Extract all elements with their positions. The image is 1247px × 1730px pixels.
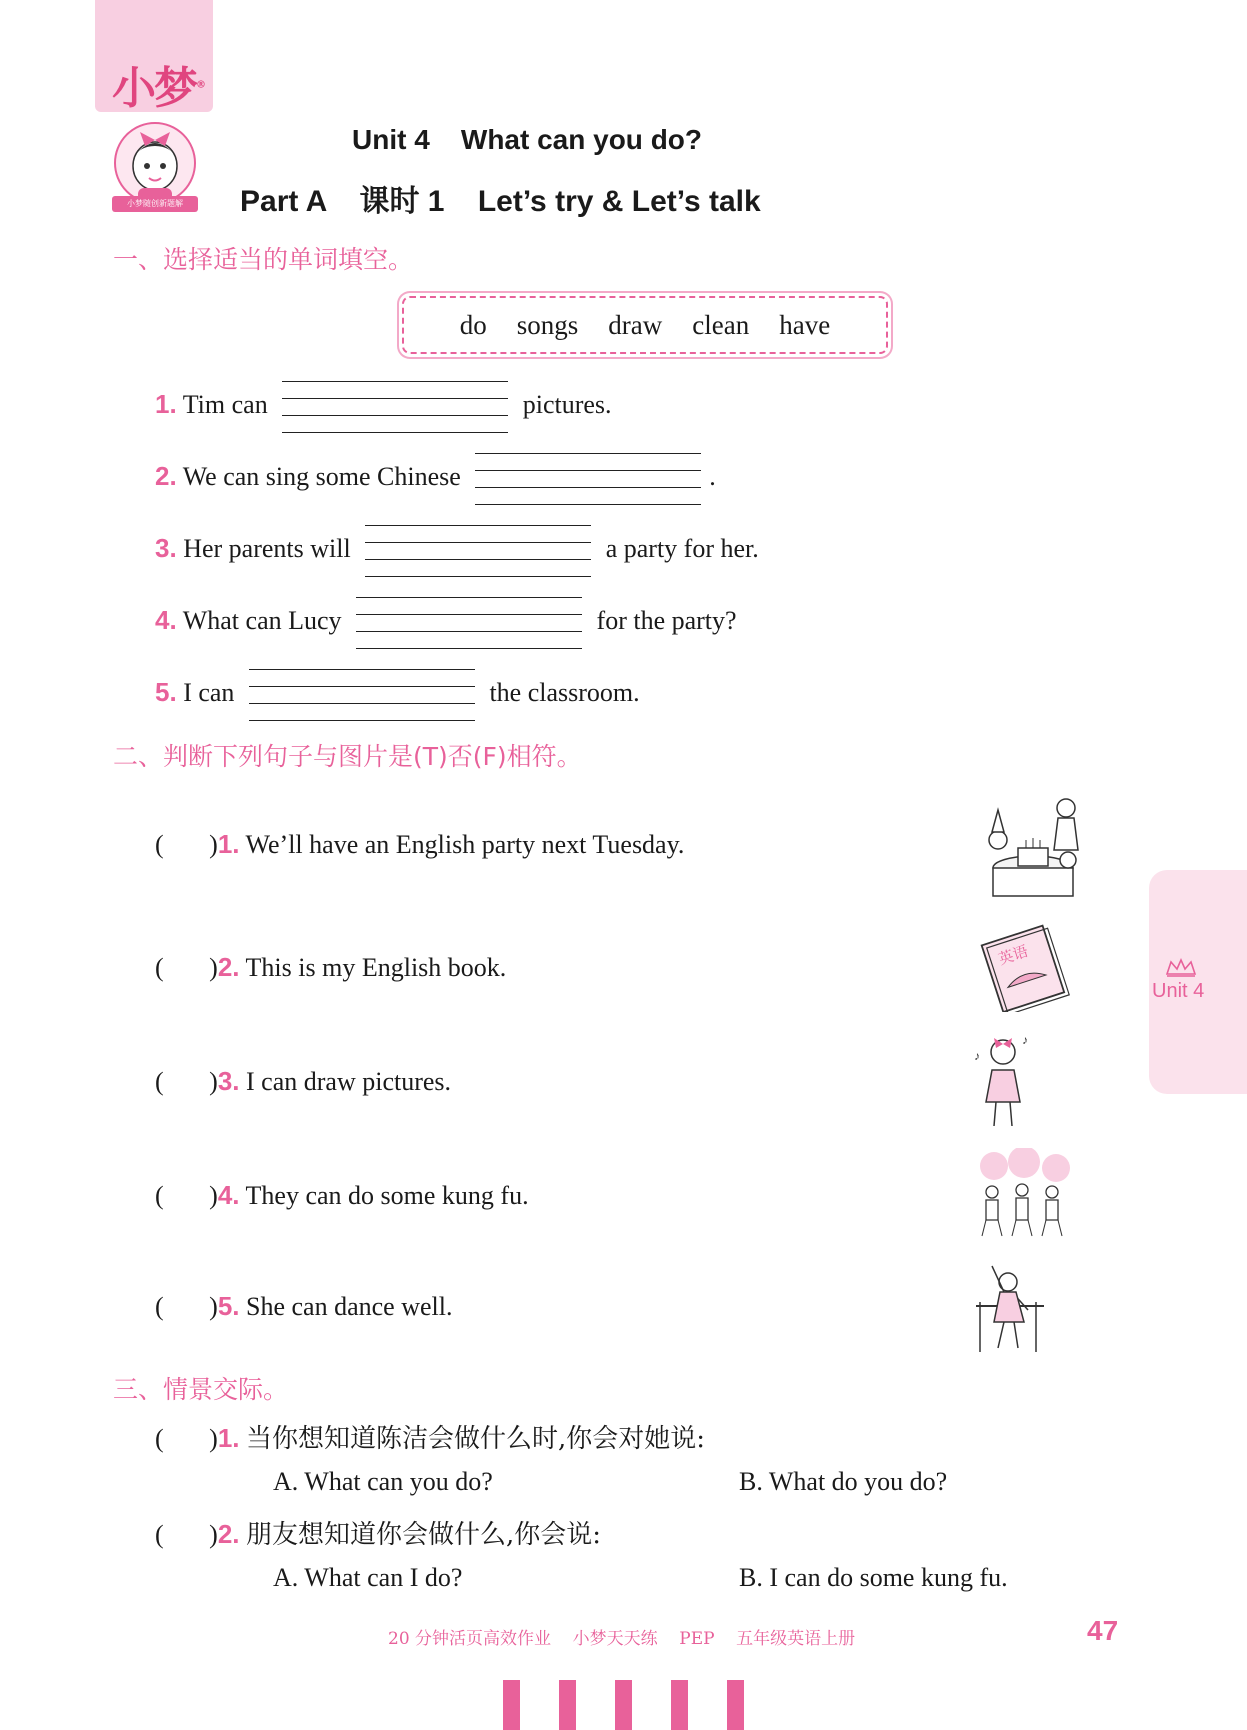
answer-parentheses[interactable]: ( )	[155, 1292, 218, 1321]
side-tab-label: Unit 4	[1152, 980, 1205, 1002]
question-text: 当你想知道陈洁会做什么时,你会对她说:	[246, 1424, 706, 1454]
brand-logo-text: 小梦	[112, 63, 196, 114]
tf-question	[155, 1066, 451, 1097]
question-text-after: for the party?	[596, 606, 737, 635]
question-number: 1.	[155, 389, 177, 419]
part-title: Part A 课时 1 Let’s try & Let’s talk	[240, 185, 761, 218]
question-text: 朋友想知道你会做什么,你会说:	[246, 1520, 602, 1550]
question-number: 1.	[217, 1423, 240, 1453]
word-bank-item: songs	[516, 309, 579, 340]
party-picture	[978, 790, 1086, 902]
question-number: 1.	[217, 829, 240, 859]
question-text-after: pictures.	[522, 390, 612, 419]
answer-parentheses[interactable]: ( )	[155, 1067, 218, 1096]
svg-text:♪: ♪	[974, 1049, 980, 1063]
answer-parentheses[interactable]: ( )	[155, 1424, 218, 1453]
print-mark	[671, 1680, 688, 1730]
footer-text: 20 分钟活页高效作业 小梦天天练 PEP 五年级英语上册	[388, 1629, 856, 1649]
answer-blank[interactable]	[249, 686, 475, 704]
fill-question	[155, 533, 759, 564]
answer-parentheses[interactable]: ( )	[155, 1520, 218, 1549]
tf-question	[155, 829, 684, 860]
question-number: 2.	[217, 1519, 240, 1549]
tf-question	[155, 1291, 452, 1322]
word-bank-item: have	[779, 309, 831, 340]
option-a[interactable]: A. What can I do?	[273, 1563, 463, 1592]
section2-heading: 二、判断下列句子与图片是(T)否(F)相符。	[113, 742, 582, 771]
question-number: 2.	[155, 461, 177, 491]
question-text: I can draw pictures.	[246, 1067, 452, 1096]
dancing-girl-picture	[974, 1262, 1046, 1354]
print-mark	[503, 1680, 520, 1730]
question-text-after: .	[709, 462, 716, 491]
fill-question	[155, 461, 716, 492]
option-a[interactable]: A. What can you do?	[273, 1467, 493, 1496]
svg-text:♪: ♪	[1022, 1033, 1028, 1047]
question-number: 2.	[217, 952, 240, 982]
word-bank	[402, 296, 888, 354]
question-text-after: the classroom.	[489, 678, 640, 707]
question-number: 3.	[155, 533, 177, 563]
print-mark	[727, 1680, 744, 1730]
mascot-banner: 小梦随创新题解	[112, 196, 198, 212]
answer-parentheses[interactable]: ( )	[155, 830, 218, 859]
question-number: 4.	[155, 605, 177, 635]
unit-title: Unit 4 What can you do?	[352, 124, 702, 155]
page-number: 47	[1087, 1615, 1119, 1646]
choice-question	[155, 1514, 601, 1551]
answer-blank[interactable]	[356, 614, 582, 632]
print-mark	[615, 1680, 632, 1730]
question-text-after: a party for her.	[605, 534, 759, 563]
option-b[interactable]: B. I can do some kung fu.	[739, 1563, 1008, 1592]
singing-girl-picture	[972, 1030, 1032, 1134]
word-bank-item: clean	[692, 309, 750, 340]
question-text-before: Her parents will	[183, 534, 351, 563]
crown-icon	[1164, 958, 1198, 978]
tf-question	[155, 952, 506, 983]
word-bank-item: draw	[608, 309, 663, 340]
question-text-before: I can	[183, 678, 235, 707]
answer-blank[interactable]	[475, 470, 701, 488]
question-number: 4.	[217, 1180, 240, 1210]
fill-question	[155, 389, 612, 420]
answer-blank[interactable]	[365, 542, 591, 560]
fill-question	[155, 605, 737, 636]
answer-blank[interactable]	[282, 398, 508, 416]
answer-parentheses[interactable]: ( )	[155, 1181, 218, 1210]
print-mark	[559, 1680, 576, 1730]
question-text: They can do some kung fu.	[245, 1181, 529, 1210]
question-text: We’ll have an English party next Tuesday.	[245, 830, 685, 859]
kung-fu-picture	[972, 1148, 1076, 1238]
section1-heading: 一、选择适当的单词填空。	[113, 245, 414, 274]
english-book-picture	[972, 920, 1072, 1012]
tf-question	[155, 1180, 529, 1211]
fill-question	[155, 677, 640, 708]
question-text-before: Tim can	[182, 390, 268, 419]
section3-heading: 三、情景交际。	[113, 1375, 289, 1404]
option-b[interactable]: B. What do you do?	[739, 1467, 948, 1496]
word-bank-item: do	[459, 309, 487, 340]
question-text-before: We can sing some Chinese	[182, 462, 461, 491]
question-text: This is my English book.	[245, 953, 507, 982]
brand-logo: 小梦®	[112, 63, 206, 114]
question-text: She can dance well.	[246, 1292, 453, 1321]
answer-parentheses[interactable]: ( )	[155, 953, 218, 982]
question-number: 5.	[217, 1291, 240, 1321]
question-number: 5.	[155, 677, 177, 707]
book-title: 英语	[996, 941, 1031, 969]
question-number: 3.	[217, 1066, 240, 1096]
question-text-before: What can Lucy	[182, 606, 342, 635]
choice-question	[155, 1418, 705, 1455]
